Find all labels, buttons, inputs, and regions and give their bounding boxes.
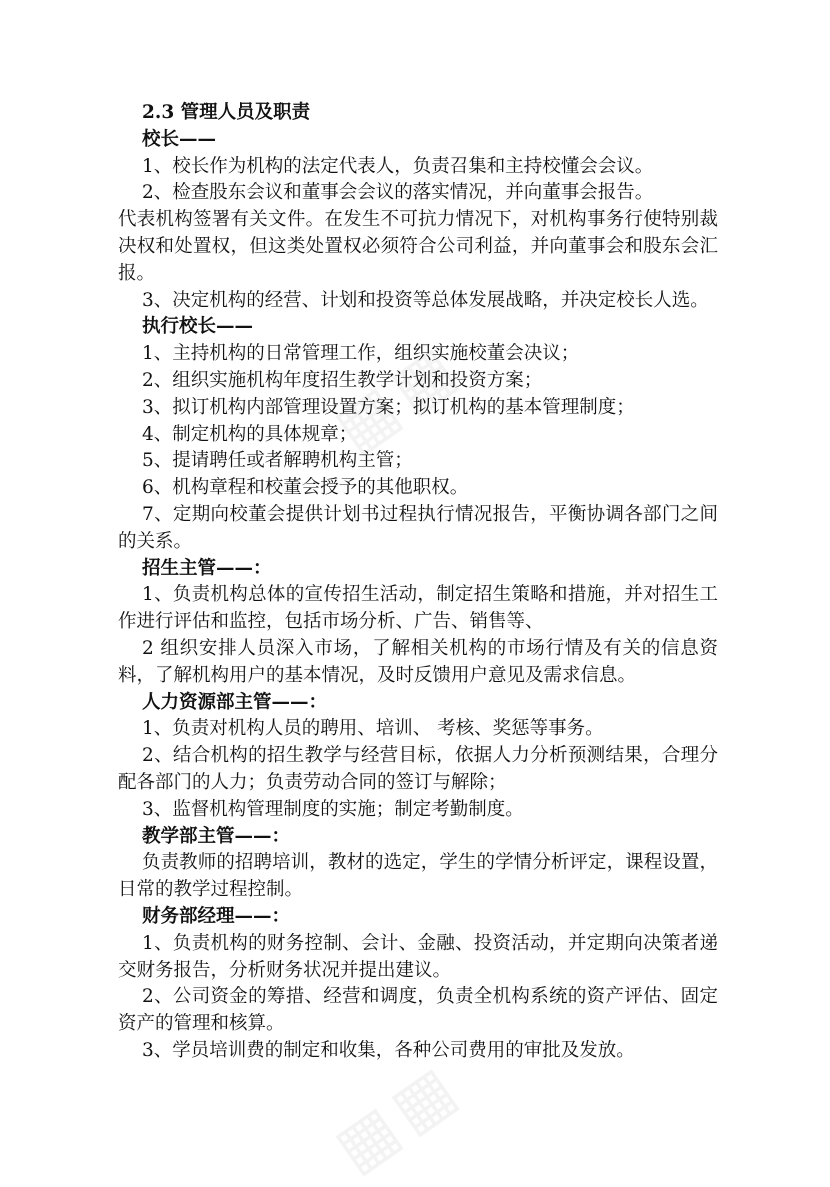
role-heading-principal: 校长—— [142, 128, 217, 150]
paragraph: 2、检查股东会议和董事会会议的落实情况，并向董事会报告。 [142, 182, 654, 204]
paragraph: 2 组织安排人员深入市场，了解相关机构的市场行情及有关的信息资料，了解机构用户的基本情况，及时反馈用户意见及需求信息。 [118, 637, 718, 686]
paragraph: 7、定期向校董会提供计划书过程执行情况报告，平衡协调各部门之间的关系。 [118, 503, 718, 552]
watermark [321, 1047, 476, 1186]
paragraph: 1、负责机构的财务控制、会计、金融、投资活动，并定期向决策者递交财务报告，分析财务状况并提出建议。 [118, 932, 718, 981]
paragraph: 4、制定机构的具体规章； [142, 423, 358, 445]
paragraph: 1、主持机构的日常管理工作，组织实施校董会决议； [142, 343, 580, 365]
paragraph: 3、决定机构的经营、计划和投资等总体发展战略，并决定校长人选。 [142, 289, 709, 311]
role-heading-teaching-supervisor: 教学部主管——： [142, 825, 291, 847]
role-heading-executive-principal: 执行校长—— [142, 316, 254, 338]
paragraph: 2、结合机构的招生教学与经营目标，依据人力分析预测结果，合理分配各部门的人力；负责劳动合同的签订与解除； [118, 745, 718, 793]
document-page [118, 100, 718, 1065]
paragraph: 3、学员培训费的制定和收集，各种公司费用的审批及发放。 [142, 1039, 635, 1061]
role-heading-admissions-supervisor: 招生主管——： [142, 557, 272, 579]
paragraph: 1、负责对机构人员的聘用、培训、 考核、奖惩等事务。 [142, 718, 604, 740]
paragraph: 3、拟订机构内部管理设置方案；拟订机构的基本管理制度； [142, 396, 635, 418]
role-heading-hr-supervisor: 人力资源部主管——： [142, 691, 328, 713]
paragraph: 5、提请聘任或者解聘机构主管； [142, 450, 413, 472]
role-heading-finance-manager: 财务部经理——： [142, 905, 291, 927]
paragraph: 2、组织实施机构年度招生教学计划和投资方案； [142, 369, 543, 391]
paragraph: 代表机构签署有关文件。在发生不可抗力情况下，对机构事务行使特别裁决权和处置权，但这类处置权必须符合公司利益，并向董事会和股东会汇报。 [118, 209, 718, 284]
paragraph: 2、公司资金的筹措、经营和调度，负责全机构系统的资产评估、固定资产的管理和核算。 [118, 986, 718, 1035]
paragraph: 1、校长作为机构的法定代表人，负责召集和主持校懂会会议。 [142, 155, 654, 177]
paragraph: 3、监督机构管理制度的实施；制定考勤制度。 [142, 798, 524, 820]
paragraph: 1、负责机构总体的宣传招生活动，制定招生策略和措施，并对招生工作进行评估和监控，包括市场分析、广告、销售等、 [118, 584, 718, 633]
paragraph: 负责教师的招聘培训，教材的选定，学生的学情分析评定，课程设置，日常的教学过程控制。 [118, 852, 718, 901]
section-title: 2.3 管理人员及职责 [142, 102, 311, 123]
paragraph: 6、机构章程和校董会授予的其他职权。 [142, 477, 469, 499]
